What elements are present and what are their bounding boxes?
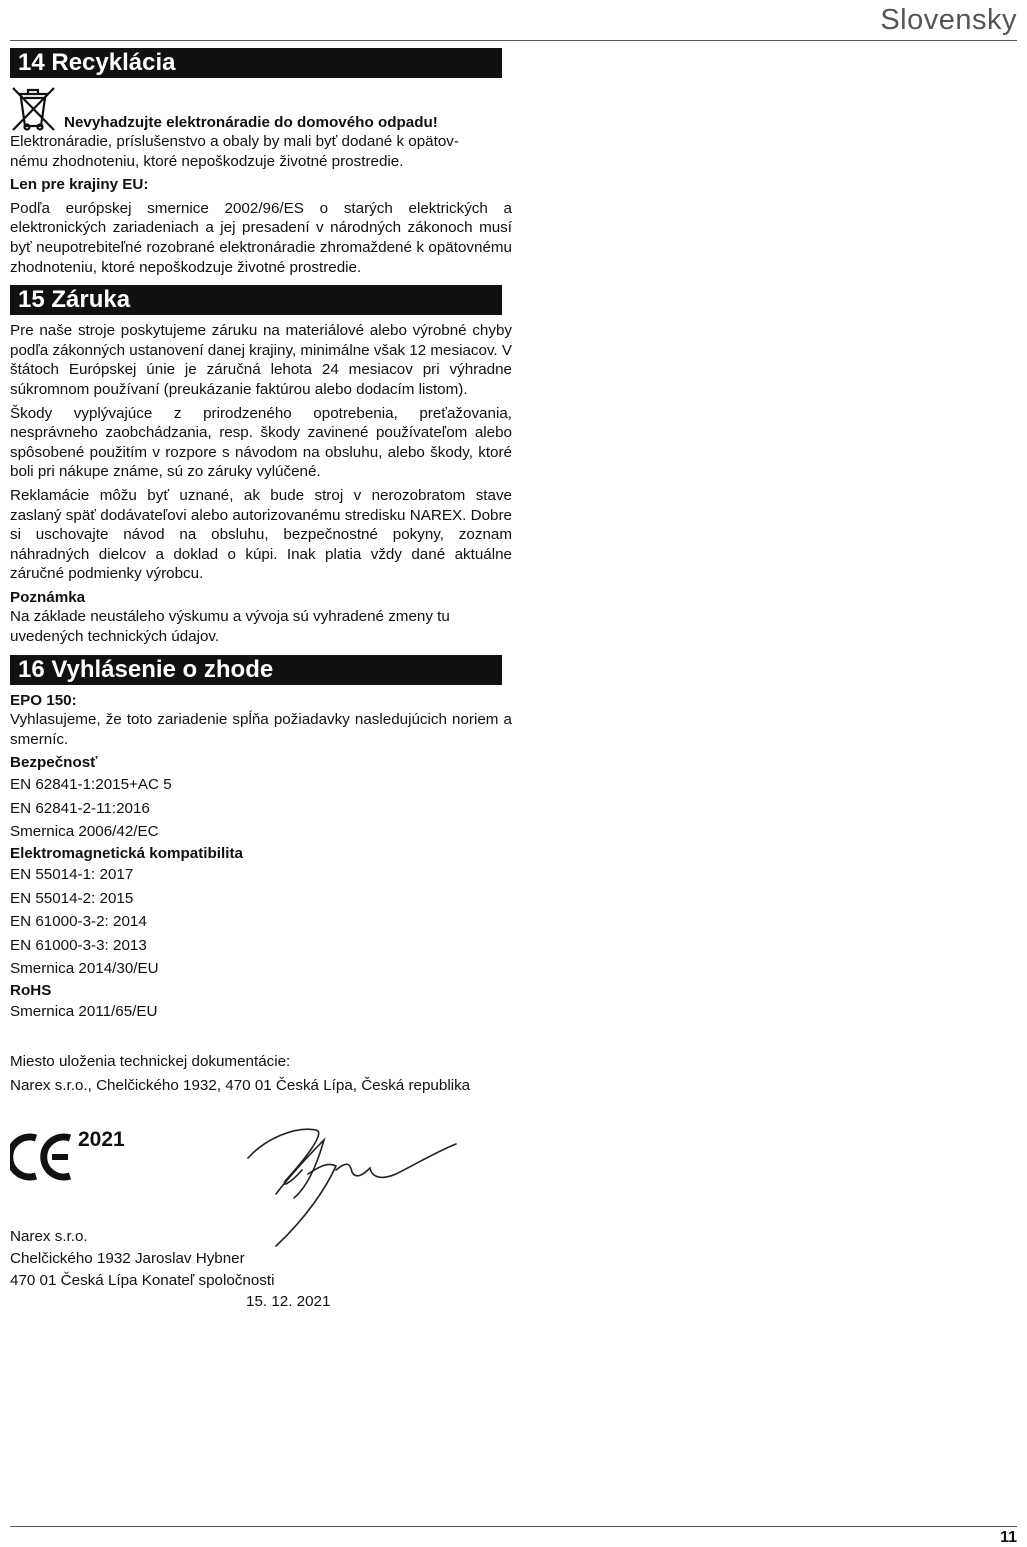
address-line: 470 01 Česká Lípa Konateľ spoločnosti [10, 1271, 275, 1289]
address-line: Chelčického 1932 Jaroslav Hybner [10, 1249, 245, 1267]
footer-rule [10, 1526, 1017, 1527]
standard-item: EN 55014-2: 2015 [10, 889, 134, 907]
standard-item: EN 61000-3-2: 2014 [10, 913, 147, 931]
model-heading: EPO 150: [10, 691, 77, 709]
section-title-14: 14 Recyklácia [10, 48, 502, 78]
eu-heading: Len pre krajiny EU: [10, 176, 149, 194]
crossed-bin-icon [10, 84, 58, 132]
weee-notice [10, 84, 512, 132]
warranty-text-3: Reklamácie môžu byť uznané, ak bude stroj v nerozobratom stave zaslaný späť dodávateľovi alebo autorizovanému stredisku NAREX. Dobre si uschovajte návod na obsluhu, bezpečnostné pokyny, zoznam náhradných dielcov a doklad o kúpi. Inak platia vždy dané aktuálne záručné podmienky výrobcu. [10, 486, 512, 583]
standard-item: EN 55014-1: 2017 [10, 866, 134, 884]
safety-heading: Bezpečnosť [10, 754, 98, 772]
recycling-text-line1: Elektronáradie, príslušenstvo a obaly by mali byť dodané k opätov- [10, 133, 459, 150]
emc-heading: Elektromagnetická kompatibilita [10, 844, 243, 862]
signature-date: 15. 12. 2021 [246, 1292, 331, 1310]
standard-item: Smernica 2011/65/EU [10, 1003, 158, 1021]
ce-mark-icon [10, 1132, 76, 1182]
tech-doc-address: Narex s.r.o., Chelčického 1932, 470 01 Česká Lípa, Česká republika [10, 1076, 471, 1094]
handwritten-signature [246, 1118, 466, 1258]
standard-item: EN 62841-2-11:2016 [10, 799, 150, 817]
warranty-text-1: Pre naše stroje poskytujeme záruku na materiálové alebo výrobné chyby podľa zákonných ustanovení danej krajiny, minimálne však 12 mesiacov. V štátoch Európskej únie je záručná lehota 24 mesiacov pri výhradne súkromnom používaní (preukázanie faktúrou alebo dodacím listom). [10, 322, 512, 398]
rohs-heading: RoHS [10, 981, 52, 999]
warranty-text-2: Škody vyplývajúce z prirodzeného opotrebenia, preťažovania, nesprávneho zaobchádzania, resp. škody zavinené používateľom alebo spôsobené použitím v rozpore s návodom na obsluhu, alebo škody, ktoré boli pri nákupe známe, sú zo záruky vylúčené. [10, 404, 512, 481]
tech-doc-label: Miesto uloženia technickej dokumentácie: [10, 1052, 291, 1070]
note-heading: Poznámka [10, 588, 86, 606]
declaration-intro: Vyhlasujeme, že toto zariadenie spĺňa požiadavky nasledujúcich noriem a smerníc. [10, 711, 512, 748]
weee-warning: Nevyhadzujte elektronáradie do domového odpadu! [64, 114, 438, 131]
page-number: 11 [1000, 1529, 1017, 1546]
standard-item: EN 61000-3-3: 2013 [10, 936, 147, 954]
note-text: Na základe neustáleho výskumu a vývoja sú vyhradené zmeny tu uvedených technických údajov. [10, 608, 450, 646]
ce-year: 2021 [78, 1127, 125, 1151]
signature-block [10, 1118, 512, 1368]
main-column [10, 48, 512, 1368]
section-title-16: 16 Vyhlásenie o zhode [10, 655, 502, 685]
address-line: Narex s.r.o. [10, 1227, 88, 1245]
standard-item: EN 62841-1:2015+AC 5 [10, 776, 172, 794]
recycling-text-line2: nému zhodnoteniu, ktoré nepoškodzuje životné prostredie. [10, 152, 404, 170]
standard-item: Smernica 2014/30/EU [10, 960, 159, 978]
company-address [10, 1226, 274, 1292]
standard-item: Smernica 2006/42/EC [10, 823, 159, 841]
language-label: Slovensky [880, 4, 1017, 36]
section-title-15: 15 Záruka [10, 285, 502, 315]
header-rule [10, 40, 1017, 41]
eu-directive-text: Podľa európskej smernice 2002/96/ES o starých elektrických a elektronických zariadeniach a jej presadení v národných zákonoch musí byť neupotrebiteľné rozobrané elektronáradie zhromaždené k opätovnému zhodnoteniu, ktoré nepoškodzuje životné prostredie. [10, 199, 512, 276]
